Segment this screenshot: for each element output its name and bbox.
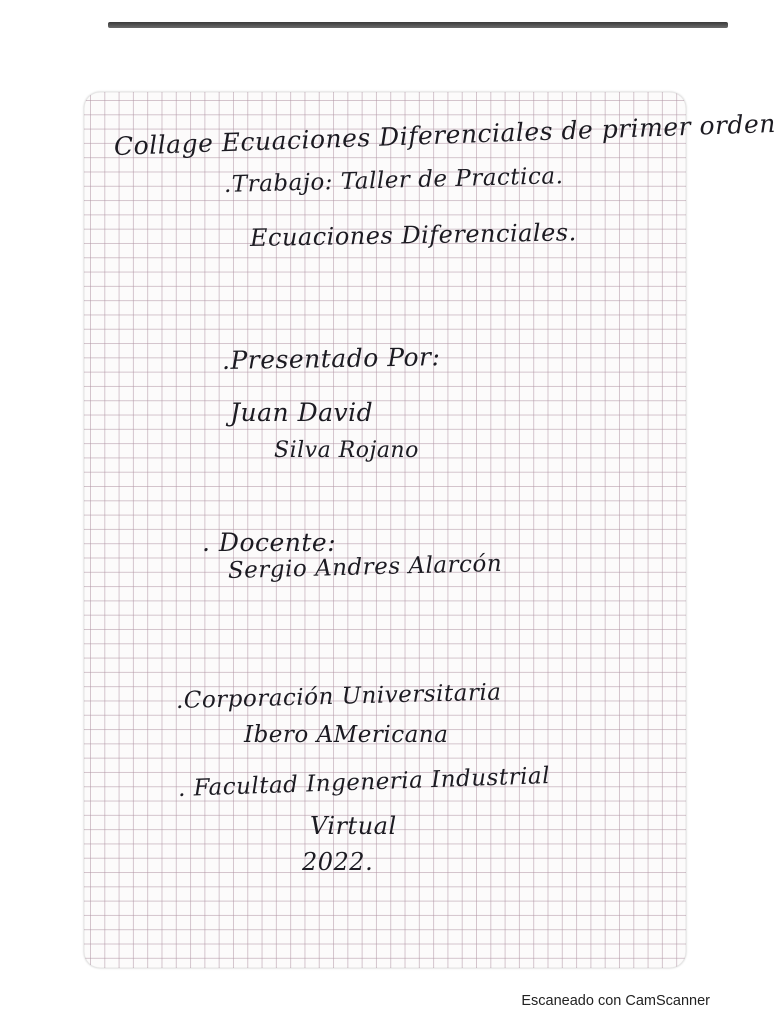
grid-notebook-sheet	[84, 92, 776, 968]
document-title: Collage Ecuaciones Diferenciales de primer orden	[113, 108, 776, 161]
scan-shadow-edge	[108, 22, 728, 28]
university-name-line-1: .Corporación Universitaria	[175, 679, 502, 714]
faculty-line: . Facultad Ingeneria Industrial	[177, 763, 551, 802]
assignment-line: .Trabajo: Taller de Practica.	[223, 163, 564, 198]
scanner-watermark: Escaneado con CamScanner	[521, 993, 710, 1009]
presented-by-label: .Presentado Por:	[221, 342, 441, 375]
teacher-name: Sergio Andres Alarcón	[227, 550, 503, 584]
student-name-first: Juan David	[230, 398, 374, 427]
topic-line: Ecuaciones Diferenciales.	[249, 218, 577, 252]
student-name-last: Silva Rojano	[274, 438, 419, 463]
teacher-label: . Docente:	[202, 528, 337, 557]
university-name-line-2: Ibero AMericana	[244, 722, 449, 748]
year-line: 2022.	[302, 848, 374, 876]
modality-line: Virtual	[310, 812, 397, 840]
